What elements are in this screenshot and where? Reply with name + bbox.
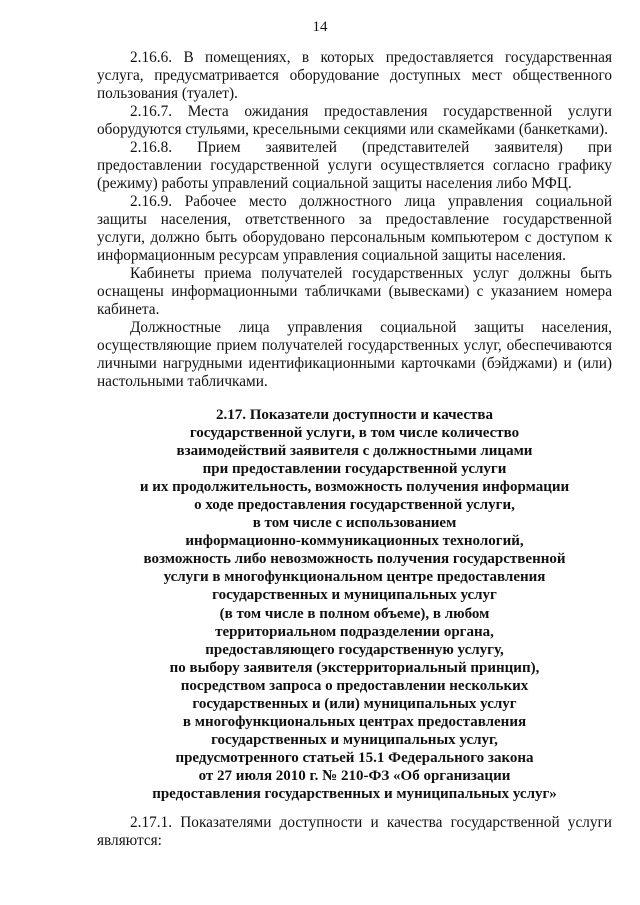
heading-line: посредством запроса о предоставлении нескольких	[180, 677, 529, 694]
heading-line: в том числе с использованием	[252, 515, 457, 532]
heading-line: по выбору заявителя (экстерриториальный принцип),	[169, 659, 540, 676]
heading-line: (в том числе в полном объеме), в любом	[219, 605, 490, 622]
paragraph-officials: Должностные лица управления социальной защиты населения, осуществляющие прием получателей государственных услуг, обеспечиваются личными нагрудными идентификационными карточками (бэйджами) и (или) настольными табличками.	[97, 319, 612, 390]
heading-line: 2.17. Показатели доступности и качества	[215, 407, 494, 423]
body-text-lower	[97, 814, 612, 850]
heading-line: и их продолжительность, возможность получения информации	[139, 479, 570, 496]
heading-line: о ходе предоставления государственной услуги,	[194, 497, 515, 514]
paragraph-2-16-6: 2.16.6. В помещениях, в которых предоставляется государственная услуга, предусматривается оборудование доступных мест общественного пользования (туалет).	[97, 49, 612, 102]
paragraph-2-16-7: 2.16.7. Места ожидания предоставления государственной услуги оборудуются стульями, кресельными секциями или скамейками (банкетками).	[97, 103, 612, 138]
body-text-upper	[97, 49, 612, 391]
page-number: 14	[312, 19, 328, 35]
heading-line: взаимодействий заявителя с должностными лицами	[176, 443, 533, 460]
section-heading-2-17	[97, 406, 612, 803]
heading-line: территориальном подразделении органа,	[215, 623, 494, 640]
heading-line: от 27 июля 2010 г. № 210-ФЗ «Об организации	[198, 767, 511, 784]
heading-line: предусмотренного статьей 15.1 Федерального закона	[175, 749, 534, 766]
paragraph-2-16-8: 2.16.8. Прием заявителей (представителей заявителя) при предоставлении государственной услуги осуществляется согласно графику (режиму) работы управлений социальной защиты населения либо МФЦ.	[97, 139, 612, 192]
heading-line: предоставления государственных и муниципальных услуг»	[152, 785, 557, 802]
heading-line: государственной услуги, в том числе количество	[189, 425, 520, 442]
heading-line: услуги в многофункциональном центре предоставления	[163, 569, 546, 586]
heading-line: государственных и муниципальных услуг,	[211, 731, 498, 748]
heading-line: государственных и муниципальных услуг	[212, 587, 497, 604]
heading-line: возможность либо невозможность получения государственной	[143, 551, 566, 568]
heading-line: при предоставлении государственной услуги	[202, 461, 507, 478]
heading-line: государственных и (или) муниципальных услуг	[192, 695, 517, 712]
paragraph-2-17-1: 2.17.1. Показателями доступности и качества государственной услуги являются:	[97, 814, 612, 849]
paragraph-2-16-9: 2.16.9. Рабочее место должностного лица управления социальной защиты населения, ответственного за предоставление государственной услуги, должно быть оборудовано персональным компьютером с доступом к информационным ресурсам управления социальной защиты населения.	[97, 193, 612, 264]
heading-line: информационно-коммуникационных технологий,	[185, 533, 524, 550]
heading-line: в многофункциональных центрах предоставления	[182, 713, 527, 730]
heading-line: предоставляющего государственную услугу,	[205, 641, 504, 658]
paragraph-cabinets: Кабинеты приема получателей государственных услуг должны быть оснащены информационными табличками (вывесками) с указанием номера кабинета.	[97, 265, 612, 318]
